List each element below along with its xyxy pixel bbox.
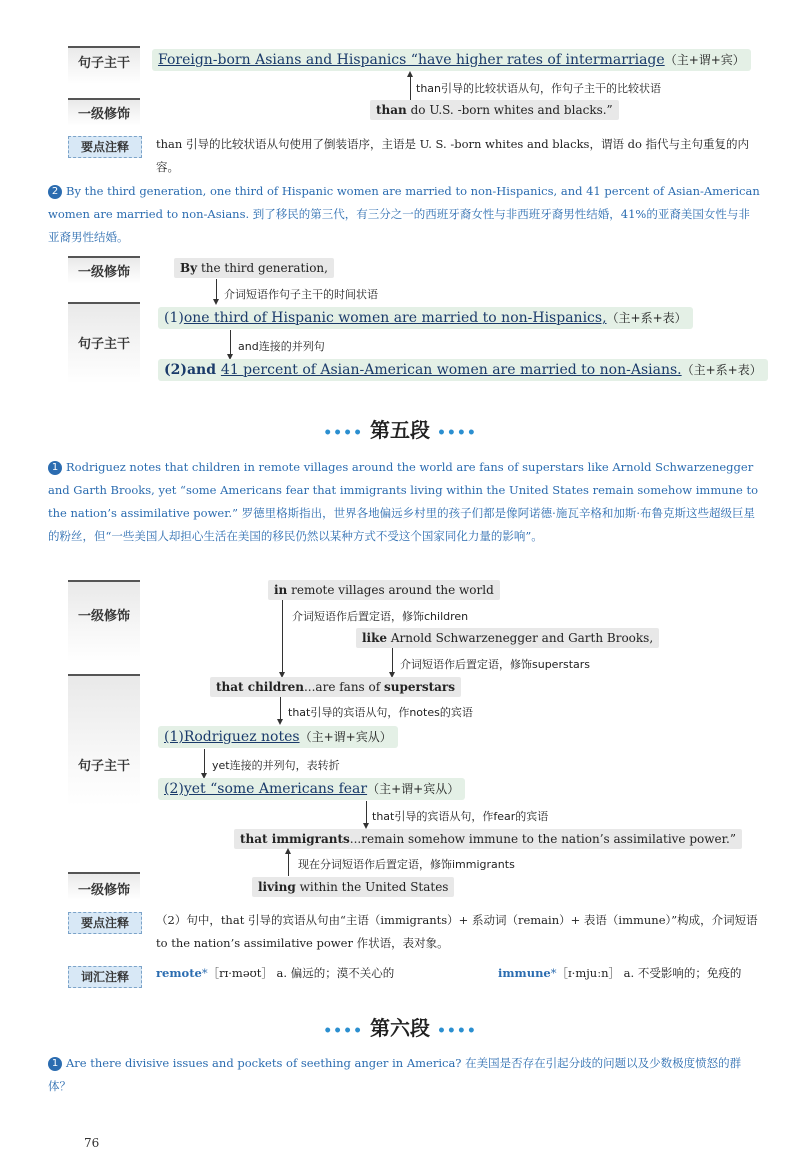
note-in: 介词短语作后置定语，修饰children	[292, 610, 469, 623]
star: *	[550, 966, 557, 980]
number-badge: 2	[48, 185, 62, 199]
paragraph-6-1	[48, 1052, 760, 1098]
box-imm-a: that immigrants	[240, 832, 350, 846]
arrow-down	[216, 279, 217, 303]
key-notes-text: than 引导的比较状语从句使用了倒装语序，主语是 U. S. -born whites and blacks，谓语 do 指代与主句重复的内容。	[156, 137, 750, 174]
s1-pattern: （主+谓+宾从）	[299, 730, 392, 744]
arrow-down	[282, 600, 283, 676]
mod-lead: By	[180, 261, 198, 275]
number-badge: 1	[48, 461, 62, 475]
mod-clause-box	[370, 100, 619, 120]
main-sentence-2-box	[158, 778, 465, 800]
main-sentence-2: 41 percent of Asian-American women are married to non-Asians.	[220, 362, 682, 378]
main-sentence-1: (1)Rodriguez notes	[164, 729, 300, 745]
main-sentence: Foreign-born Asians and Hispanics “have higher rates of intermarriage	[158, 52, 665, 68]
section-heading-5	[0, 414, 800, 443]
box-like-text: Arnold Schwarzenegger and Garth Brooks,	[387, 631, 654, 645]
mod-text: the third generation,	[197, 261, 328, 275]
box-in-phrase	[268, 580, 500, 600]
arrow-up	[288, 850, 289, 876]
box-living-b: within the United States	[295, 880, 449, 894]
mod-phrase-box	[174, 258, 334, 278]
section-title: 第五段	[370, 418, 430, 442]
vocab-entry-remote	[156, 965, 394, 981]
paragraph-text: Rodriguez notes that children in remote villages around the world are fans of superstars like Arnold Schwarzenegger and Garth Brooks, yet “some Americans fear that immigrants living within the United States remain somehow immune to the nation’s assimilative power.” 罗德里格斯指出，世界各地偏远乡村里的孩子们都是像阿诺德·施瓦辛格和加斯·布鲁克斯这些超级巨星的粉丝，但“一些美国人却担心生活在美国的移民仍然以某种方式不受这个国家同化力量的影响”。	[48, 460, 759, 543]
section-heading-6	[0, 1012, 800, 1041]
vocab-def: ［ɪ·mjuːn］ a. 不受影响的；免疫的	[556, 966, 742, 980]
page-number: 76	[84, 1136, 100, 1150]
box-imm-b: ...remain somehow immune to the nation’s assimilative power.”	[349, 832, 736, 846]
note-that: that引导的宾语从句，作notes的宾语	[288, 706, 473, 719]
dots-right: ••••	[436, 425, 477, 441]
section-title: 第六段	[370, 1016, 430, 1040]
vocab-word: remote	[156, 966, 202, 980]
box-in-text: remote villages around the world	[287, 583, 494, 597]
arrow-down	[204, 749, 205, 777]
dots-right: ••••	[436, 1023, 477, 1039]
s2-prefix: (2)and	[164, 362, 221, 378]
note-living: 现在分词短语作后置定语，修饰immigrants	[298, 858, 515, 871]
number-badge: 1	[48, 1057, 62, 1071]
dots-left: ••••	[323, 1023, 364, 1039]
vocab-entry-immune	[498, 965, 741, 981]
box-that-c: superstars	[384, 680, 455, 694]
vocab-word: immune	[498, 966, 551, 980]
s1-prefix: (1)	[164, 310, 184, 326]
arrow-up	[410, 73, 411, 101]
mod-lead: than	[376, 103, 407, 117]
arrow-down	[280, 697, 281, 723]
arrow-down	[366, 801, 367, 827]
paragraph-5-1	[48, 456, 760, 548]
box-that-a: that children	[216, 680, 304, 694]
note-fear: that引导的宾语从句，作fear的宾语	[372, 810, 549, 823]
dots-left: ••••	[323, 425, 364, 441]
paragraph-text: By the third generation, one third of Hispanic women are married to non-Hispanics, and 41 percent of Asian-American women are married to non-Asians. 到了移民的第三代，有三分之一的西班牙裔女性与非西班牙裔男性结婚，41%的亚裔美国女性与非亚裔男性结婚。	[48, 184, 760, 244]
main-sentence-1-box	[158, 726, 398, 748]
box-living-phrase	[252, 877, 454, 897]
main-sentence-2: (2)yet “some Americans fear	[164, 781, 368, 797]
arrow-down	[392, 648, 393, 676]
paragraph-text: Are there divisive issues and pockets of seething anger in America? 在美国是否存在引起分歧的问题以及少数极度愤怒的群体？	[48, 1056, 742, 1093]
box-living-a: living	[258, 880, 296, 894]
label-modifier: 一级修饰	[77, 883, 130, 898]
box-in-lead: in	[274, 583, 288, 597]
label-modifier: 一级修饰	[77, 609, 130, 624]
arrow-down	[230, 330, 231, 358]
main-sentence-2-box	[158, 359, 768, 381]
label-sentence-main: 句子主干	[77, 56, 130, 71]
box-that-clause	[210, 677, 461, 697]
note-like: 介词短语作后置定语，修饰superstars	[400, 658, 591, 671]
label-sentence-main: 句子主干	[77, 759, 130, 774]
tag-key-notes: 要点注释	[68, 912, 142, 934]
note-yet: yet连接的并列句，表转折	[212, 759, 340, 772]
main-sentence-1-box	[158, 307, 693, 329]
box-that-b: ...are fans of	[303, 680, 385, 694]
box-like-lead: like	[362, 631, 388, 645]
note-time-adverbial: 介词短语作句子主干的时间状语	[224, 288, 378, 301]
tag-vocab-notes: 词汇注释	[68, 966, 142, 988]
note-and: and连接的并列句	[238, 340, 325, 353]
box-like-phrase	[356, 628, 659, 648]
main-sentence-box	[152, 49, 751, 71]
main-pattern: （主+谓+宾）	[664, 53, 745, 67]
star: *	[201, 966, 208, 980]
paragraph-2	[48, 180, 760, 249]
key-notes-text: （2）句中，that 引导的宾语从句由“主语（immigrants）+ 系动词（remain）+ 表语（immune）”构成，介词短语 to the nation’s assimilative power 作状语，表对象。	[156, 913, 758, 950]
box-immigrants-clause	[234, 829, 742, 849]
tag-key-notes: 要点注释	[68, 136, 142, 158]
label-sentence-main: 句子主干	[77, 337, 130, 352]
label-bg-main-3	[68, 674, 140, 806]
note-than: than引导的比较状语从句，作句子主干的比较状语	[416, 82, 661, 95]
vocab-def: ［rɪ·məʊt］ a. 偏远的；漠不关心的	[207, 966, 395, 980]
s1-pattern: （主+系+表）	[606, 311, 687, 325]
s2-pattern: （主+系+表）	[681, 363, 762, 377]
mod-text: do U.S. -born whites and blacks.”	[406, 103, 613, 117]
s2-pattern: （主+谓+宾从）	[367, 782, 460, 796]
main-sentence-1: one third of Hispanic women are married to non-Hispanics,	[183, 310, 607, 326]
label-modifier: 一级修饰	[77, 107, 130, 122]
label-modifier: 一级修饰	[77, 265, 130, 280]
